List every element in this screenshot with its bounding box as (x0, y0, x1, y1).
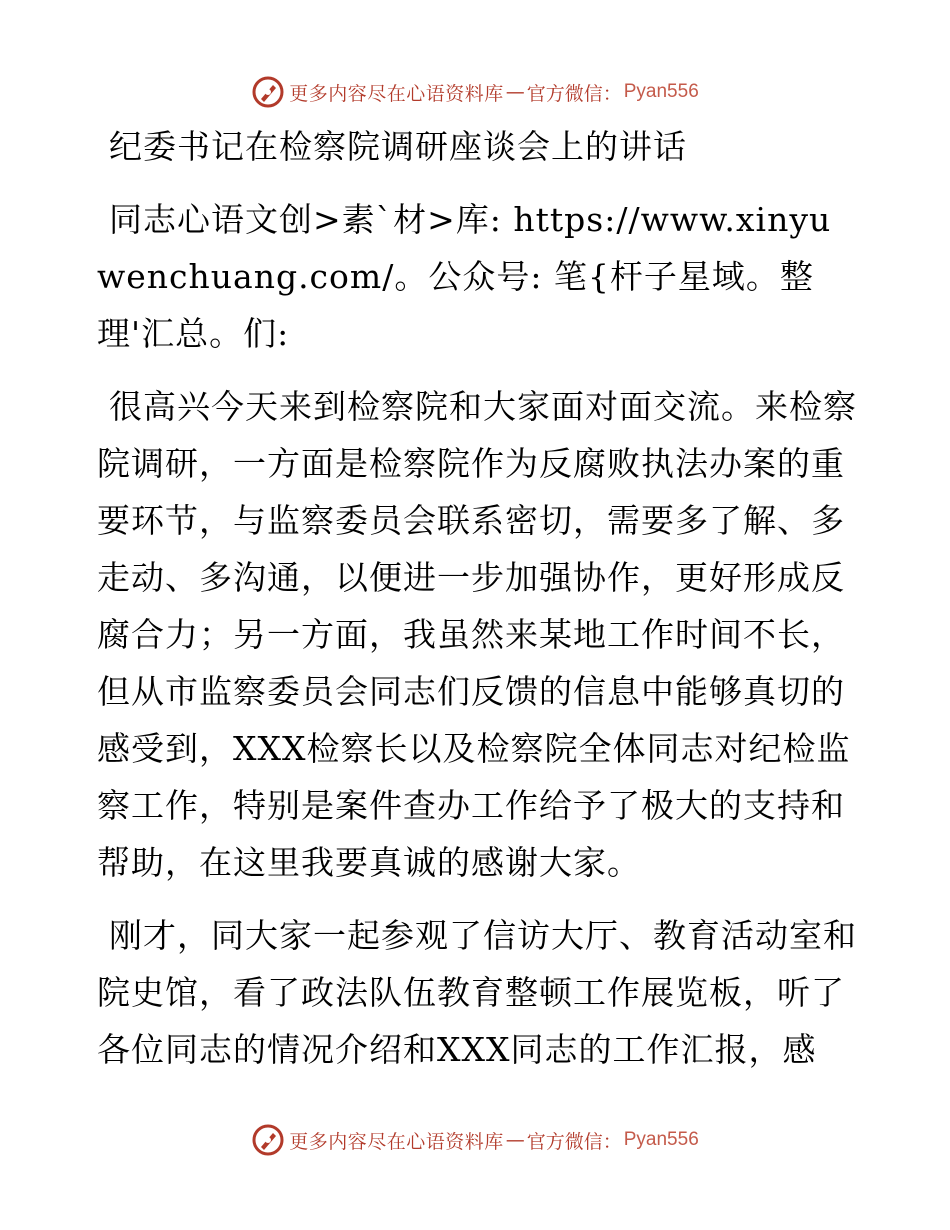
source-note: 同志心语文创>素`材>库: https://www.xinyuwenchuang.com/。公众号: 笔{杆子星域。整理'汇总。们: (97, 200, 832, 353)
banner-wechat-label: 官方微信： (526, 82, 622, 105)
brand-logo-icon (251, 1123, 285, 1157)
banner-wechat-id: Pyan556 (623, 81, 699, 102)
banner-wechat-label: 官方微信： (526, 1130, 622, 1153)
brand-logo-icon (251, 75, 285, 109)
body-paragraph-1: 很高兴今天来到检察院和大家面对面交流。来检察院调研，一方面是检察院作为反腐败执法办案的重要环节，与监察委员会联系密切，需要多了解、多走动、多沟通，以便进一步加强协作，更好形成反腐合力；另一方面，我虽然来某地工作时间不长，但从市监察委员会同志们反馈的信息中能够真切的感受到，XXX检察长以及检察院全体同志对纪检监察工作，特别是案件查办工作给予了极大的支持和帮助，在这里我要真诚的感谢大家。 (97, 387, 857, 882)
footer-watermark-banner (0, 1120, 950, 1160)
banner-separator: — (505, 1129, 525, 1151)
banner-separator: — (505, 81, 525, 103)
document-title: 纪委书记在检察院调研座谈会上的讲话 (109, 127, 687, 166)
banner-wechat-id: Pyan556 (623, 1129, 699, 1150)
document-body (97, 118, 857, 1078)
banner-slogan: 更多内容尽在心语资料库 (289, 1130, 504, 1153)
body-paragraph-2: 刚才，同大家一起参观了信访大厅、教育活动室和院史馆，看了政法队伍教育整顿工作展览板，听了各位同志的情况介绍和XXX同志的工作汇报，感 (97, 916, 857, 1069)
header-watermark-banner (0, 72, 950, 112)
banner-slogan: 更多内容尽在心语资料库 (289, 82, 504, 105)
